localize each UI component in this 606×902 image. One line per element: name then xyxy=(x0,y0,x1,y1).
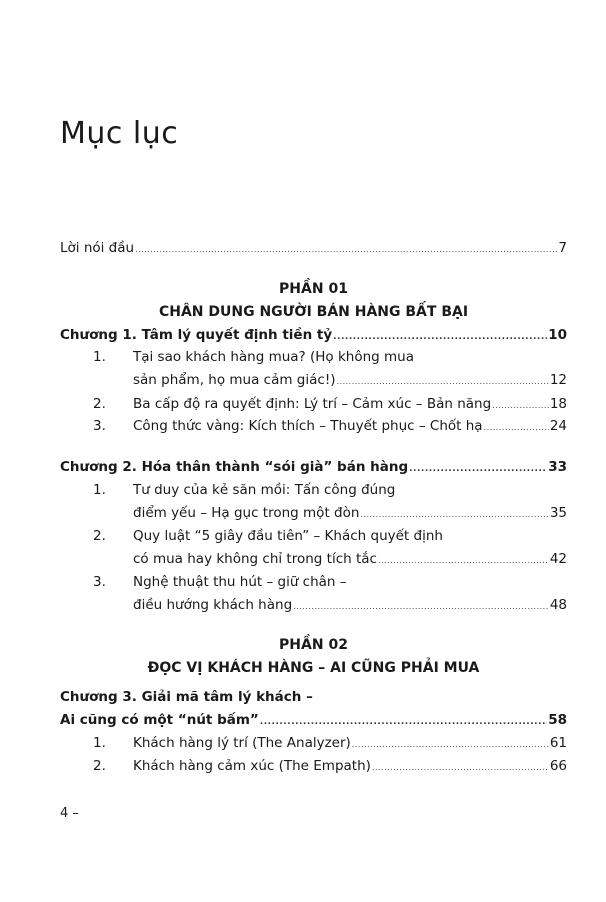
toc-page-number: 58 xyxy=(548,712,567,728)
part-subtitle: ĐỌC VỊ KHÁCH HÀNG – AI CŨNG PHẢI MUA xyxy=(147,660,480,676)
item-number: 1. xyxy=(93,735,106,751)
toc-page-number: 48 xyxy=(549,597,567,613)
part-subtitle: CHÂN DUNG NGƯỜI BÁN HÀNG BẤT BẠI xyxy=(158,304,469,320)
dot-leader xyxy=(293,596,549,618)
toc-page-number: 24 xyxy=(549,418,567,434)
chapter-title: Chương 2. Hóa thân thành “sói già” bán hàng xyxy=(60,459,409,475)
item-text: Quy luật “5 giây đầu tiên” – Khách quyết định xyxy=(133,528,443,544)
toc-page-number: 66 xyxy=(549,758,567,774)
item-text: Ba cấp độ ra quyết định: Lý trí – Cảm xúc – Bản năng xyxy=(133,396,492,412)
item-number: 1. xyxy=(93,349,106,365)
page-footer: 4 – xyxy=(60,806,79,821)
toc-item[interactable] xyxy=(60,346,567,368)
item-text: Tư duy của kẻ săn mồi: Tấn công đúng xyxy=(133,482,396,498)
chapter-title: Chương 1. Tâm lý quyết định tiền tỷ xyxy=(60,327,333,343)
toc-item-continuation[interactable] xyxy=(60,502,567,524)
item-number: 1. xyxy=(93,482,106,498)
item-number: 3. xyxy=(93,574,106,590)
item-number: 2. xyxy=(93,396,106,412)
toc-item-continuation[interactable] xyxy=(60,594,567,616)
item-text: Công thức vàng: Kích thích – Thuyết phục – Chốt hạ xyxy=(133,418,483,434)
item-number: 2. xyxy=(93,528,106,544)
toc-chapter-2[interactable] xyxy=(60,456,567,478)
dot-leader xyxy=(333,326,547,348)
toc-item[interactable] xyxy=(60,525,567,547)
toc-chapter-3-continuation[interactable] xyxy=(60,709,567,731)
item-number: 3. xyxy=(93,418,106,434)
dot-leader xyxy=(372,757,549,779)
dot-leader xyxy=(352,734,549,756)
item-text: Khách hàng cảm xúc (The Empath) xyxy=(133,758,371,774)
dot-leader xyxy=(135,239,557,261)
toc-page-number: 35 xyxy=(549,505,567,521)
toc-page-number: 10 xyxy=(548,327,567,343)
page-title: Mục lục xyxy=(60,116,179,151)
toc-page-number: 42 xyxy=(549,551,567,567)
toc-item[interactable] xyxy=(60,479,567,501)
item-text: Khách hàng lý trí (The Analyzer) xyxy=(133,735,351,751)
item-text: có mua hay không chỉ trong tích tắc xyxy=(133,551,377,567)
item-text: Nghệ thuật thu hút – giữ chân – xyxy=(133,574,347,590)
dot-leader xyxy=(378,550,549,572)
toc-chapter-1[interactable] xyxy=(60,324,567,346)
chapter-title: Chương 3. Giải mã tâm lý khách – xyxy=(60,689,313,705)
toc-page-number: 18 xyxy=(549,396,567,412)
part-heading: PHẦN 01 xyxy=(279,281,348,297)
part-heading: PHẦN 02 xyxy=(279,637,348,653)
toc-page-number: 61 xyxy=(549,735,567,751)
dot-leader xyxy=(360,504,548,526)
dot-leader xyxy=(484,417,549,439)
toc-entry-preface[interactable] xyxy=(60,237,567,259)
toc-item[interactable] xyxy=(60,393,567,415)
toc-item[interactable] xyxy=(60,732,567,754)
toc-page-number: 33 xyxy=(548,459,567,475)
toc-item[interactable] xyxy=(60,415,567,437)
toc-item[interactable] xyxy=(60,755,567,777)
toc-item-continuation[interactable] xyxy=(60,369,567,391)
dot-leader xyxy=(337,371,549,393)
toc-item-continuation[interactable] xyxy=(60,548,567,570)
toc-page-number: 12 xyxy=(549,372,567,388)
chapter-title: Ai cũng có một “nút bấm” xyxy=(60,712,259,728)
item-text: điều hướng khách hàng xyxy=(133,597,293,613)
toc-entry-label: Lời nói đầu xyxy=(60,240,135,256)
toc-item[interactable] xyxy=(60,571,567,593)
dot-leader xyxy=(409,458,547,480)
item-text: Tại sao khách hàng mua? (Họ không mua xyxy=(133,349,415,365)
toc-page-number: 7 xyxy=(558,240,567,256)
item-text: sản phẩm, họ mua cảm giác!) xyxy=(133,372,336,388)
dot-leader xyxy=(492,395,549,417)
item-text: điểm yếu – Hạ gục trong một đòn xyxy=(133,505,360,521)
item-number: 2. xyxy=(93,758,106,774)
toc-chapter-3[interactable] xyxy=(60,686,567,708)
dot-leader xyxy=(260,711,547,733)
